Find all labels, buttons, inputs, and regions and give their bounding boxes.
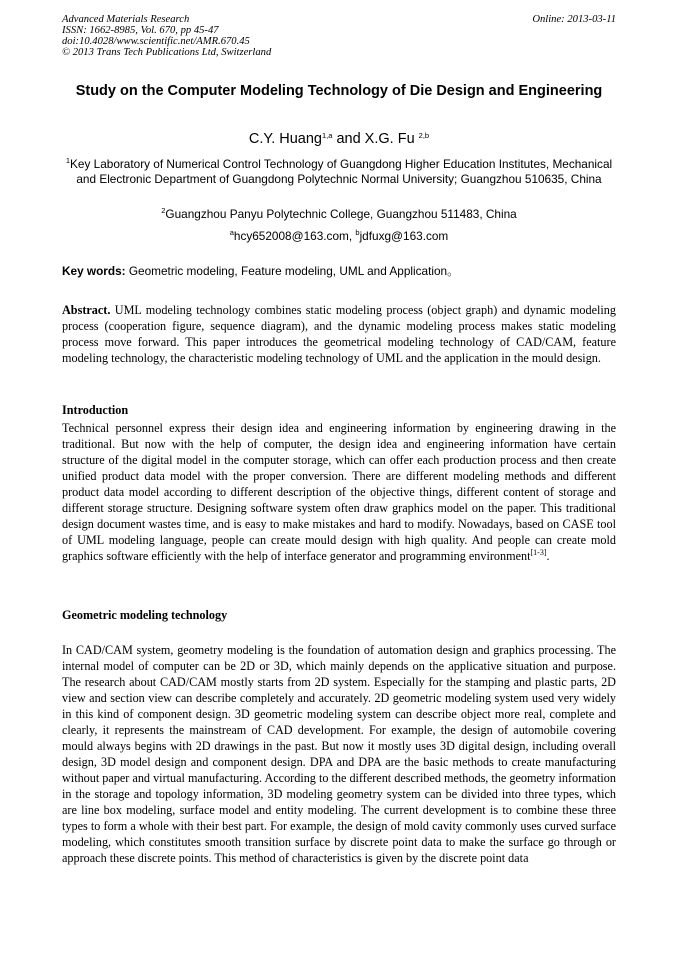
keywords — [62, 264, 616, 279]
journal-name: Advanced Materials Research — [62, 14, 190, 25]
email-marker: a — [229, 228, 234, 237]
doi-line: doi:10.4028/www.scientific.net/AMR.670.45 — [62, 36, 250, 47]
email-line — [62, 229, 616, 244]
author-superscript: 2,b — [418, 131, 430, 140]
introduction-paragraph — [62, 420, 616, 564]
affiliation-marker: 2 — [161, 206, 166, 215]
running-header — [62, 14, 271, 58]
section-heading-geometric-modeling: Geometric modeling technology — [62, 608, 228, 622]
abstract — [62, 302, 616, 366]
author-line — [62, 129, 616, 149]
email-address: jdfuxg@163.com — [359, 229, 449, 243]
affiliation-2 — [62, 207, 616, 222]
paper-title: Study on the Computer Modeling Technology of Die Design and Engineering — [75, 83, 603, 99]
author-superscript: 1,a — [321, 131, 333, 140]
author-name: C.Y. Huang — [248, 131, 322, 147]
email-address: hcy652008@163.com, — [233, 229, 356, 243]
abstract-label: Abstract. — [62, 303, 111, 317]
copyright-line: © 2013 Trans Tech Publications Ltd, Switzerland — [62, 47, 272, 58]
sentence-end: . — [546, 549, 550, 563]
issn-line: ISSN: 1662-8985, Vol. 670, pp 45-47 — [62, 25, 219, 36]
affiliation-text: Key Laboratory of Numerical Control Technology of Guangdong Higher Education Institutes, Mechanical and Electronic Department of Guangdong Polytechnic Normal University; Guangzhou 510635, China — [70, 157, 613, 186]
affiliation-text: Guangzhou Panyu Polytechnic College, Guangzhou 511483, China — [165, 207, 517, 221]
abstract-text: UML modeling technology combines static modeling process (object graph) and dynamic modeling process (cooperation figure, sequence diagram), and the dynamic modeling process makes static modeling process move forward. This paper introduces the geometrical modeling technology of CAD/CAM, feature modeling technology, the characteristic modeling technology of UML and the application in the mould design. — [62, 303, 616, 365]
introduction-text: Technical personnel express their design idea and engineering information by engineering drawing in the traditional. But now with the help of computer, the design idea and engineering information have certain structure of the digital model in the computer storage, which can offer each production process and then create unified product data model with the proper conversion. There are different modeling methods and different product data model according to different description of the objective things, different content of storage and different storage structure. Designing software system often draw graphics model on the paper. This traditional design document wastes time, and is easy to make mistakes and hard to modify. Nowadays, based on CASE tool of UML modeling language, people can create mould design with high quality. And people can create mold graphics software efficiently with the help of interface generator and programming environment — [62, 421, 616, 563]
author-name: X.G. Fu — [364, 131, 419, 147]
keywords-label: Key words: — [62, 264, 126, 278]
citation: [1-3] — [530, 548, 547, 557]
keywords-text: Geometric modeling, Feature modeling, UML and Application。 — [125, 264, 459, 278]
email-marker: b — [355, 228, 360, 237]
geometric-modeling-paragraph: In CAD/CAM system, geometry modeling is the foundation of automation design and graphics processing. The internal model of computer can be 2D or 3D, which mainly depends on the applicative situation and purpose. The research about CAD/CAM mostly starts from 2D system. Especially for the stamping and plastic parts, 2D view and section view can describe completely and accurately. 2D geometric modeling system used very widely in this kind of component design. 3D geometric modeling system can describe object more real, complete and clearly, it represents the mainstream of CAD development. For example, the design of automobile covering mould always begins with 2D drawings in the past. But now it mostly uses 3D digital design, including overall design, 3D model design and component design. DPA and DPA are the basic methods to create manufacturing without paper and virtual manufacturing. According to the different described methods, the geometry information in the storage and topology information, 3D modeling geometry system can be divided into three types, which are line box modeling, surface model and entity modeling. The current development is to combine these three types to form a whole with their best part. For example, the design of mold cavity commonly uses curved surface modeling, which constitutes smooth transition surface by discrete point data to make the surface go through or approach these discrete points. This method of characteristics is given by the discrete point data — [62, 643, 616, 865]
affiliation-1 — [62, 157, 616, 187]
author-conjunction: and — [332, 131, 365, 147]
affiliation-marker: 1 — [65, 156, 71, 165]
section-heading-introduction: Introduction — [62, 403, 129, 417]
online-date: Online: 2013-03-11 — [532, 14, 616, 25]
